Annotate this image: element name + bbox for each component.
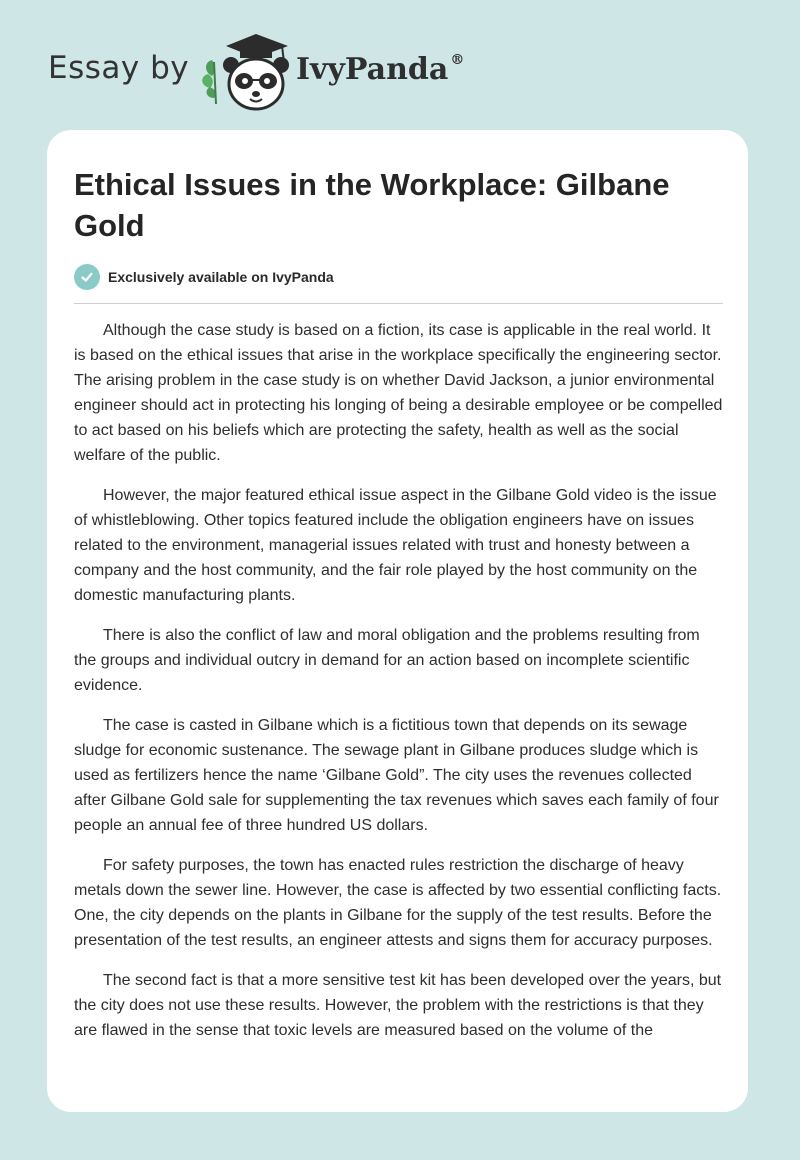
- brand-name[interactable]: IvyPanda ®: [296, 52, 465, 87]
- paragraph: However, the major featured ethical issue aspect in the Gilbane Gold video is the issue of whistleblowing. Other topics featured include the obligation engineers have on issues related to the environment, managerial issues related with trust and honesty between a company and the host community, and the fair role played by the host community on the domestic manufacturing plants.: [74, 487, 717, 604]
- badge-label: Exclusively available on IvyPanda: [108, 269, 334, 285]
- divider: [74, 303, 723, 304]
- essay-by-label: Essay by: [48, 50, 190, 86]
- paragraph: The case is casted in Gilbane which is a fictitious town that depends on its sewage sludge for economic sustenance. The sewage plant in Gilbane produces sludge which is used as fertilizers hence the name ‘Gilbane Gold”. The city uses the revenues collected after Gilbane Gold sale for supplementing the tax revenues which saves each family of four people an annual fee of three hundred US dollars.: [74, 717, 719, 834]
- site-header: [0, 0, 800, 130]
- essay-card: [47, 130, 748, 1112]
- essay-body: [74, 318, 726, 1058]
- paragraph: The second fact is that a more sensitive test kit has been developed over the years, but the city does not use these results. However, the problem with the restrictions is that they are flawed in the sense that toxic levels are measured based on the volume of the: [74, 972, 722, 1039]
- paragraph: For safety purposes, the town has enacted rules restriction the discharge of heavy metals down the sewer line. However, the case is affected by two essential conflicting facts. One, the city depends on the plants in Gilbane for the supply of the test results. Before the presentation of the test results, an engineer attests and signs them for accuracy purposes.: [74, 857, 722, 949]
- check-circle-icon: [74, 264, 100, 290]
- exclusive-badge: [74, 263, 334, 291]
- registered-mark: ®: [450, 52, 465, 68]
- page-title: Ethical Issues in the Workplace: Gilbane Gold: [74, 167, 670, 243]
- paragraph: Although the case study is based on a fiction, its case is applicable in the real world. It is based on the ethical issues that arise in the workplace specifically the engineering sector. The arising problem in the case study is on whether David Jackson, a junior environmental engineer should act in protecting his longing of being a desirable employee or be compelled to act based on his beliefs which are protecting the safety, health as well as the social welfare of the public.: [74, 322, 723, 464]
- panda-logo-icon[interactable]: [198, 32, 294, 112]
- paragraph: There is also the conflict of law and moral obligation and the problems resulting from the groups and individual outcry in demand for an action based on incomplete scientific evidence.: [74, 627, 700, 694]
